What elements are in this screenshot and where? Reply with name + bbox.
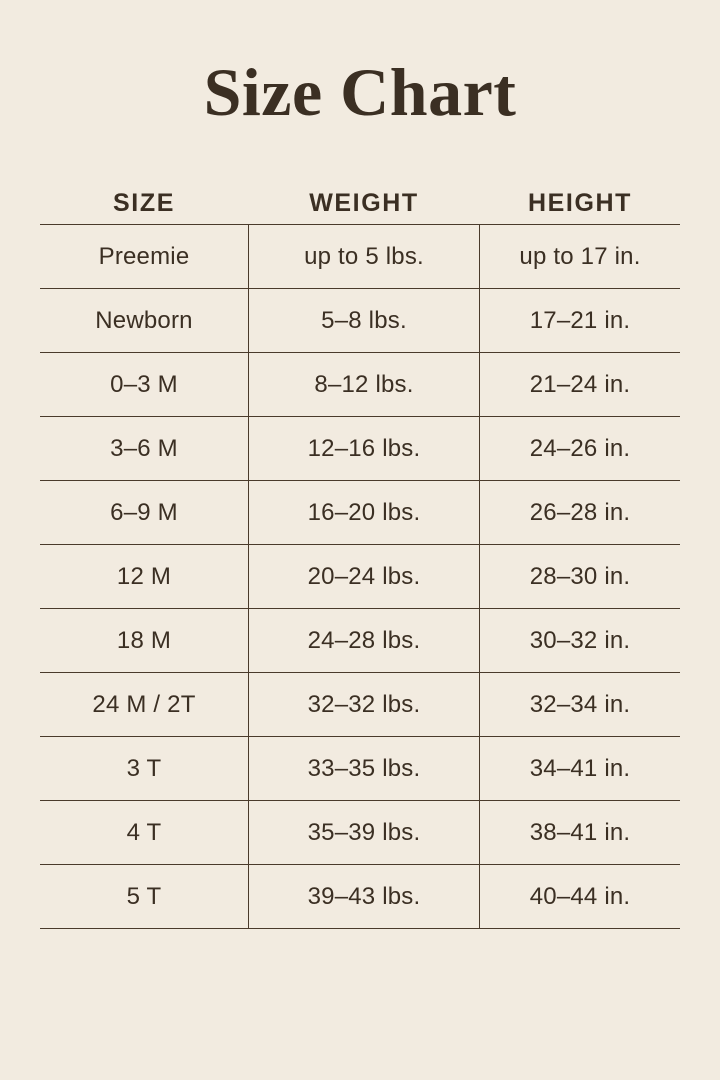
cell-size: 3–6 M bbox=[110, 434, 178, 462]
cell-size: Newborn bbox=[95, 306, 193, 334]
table-row bbox=[40, 736, 680, 800]
cell-size: 3 T bbox=[126, 754, 162, 782]
cell-size: 6–9 M bbox=[110, 498, 178, 526]
cell-weight: 24–28 lbs. bbox=[248, 609, 480, 672]
table-row bbox=[40, 672, 680, 736]
cell-size: 12 M bbox=[116, 562, 172, 590]
cell-weight: 12–16 lbs. bbox=[248, 417, 480, 480]
cell-weight: 35–39 lbs. bbox=[248, 801, 480, 864]
cell-height: 24–26 in. bbox=[529, 434, 631, 462]
cell-weight: 5–8 lbs. bbox=[248, 289, 480, 352]
table-header-row bbox=[40, 172, 680, 224]
cell-weight: 33–35 lbs. bbox=[248, 737, 480, 800]
table-row bbox=[40, 608, 680, 672]
cell-height: 26–28 in. bbox=[529, 498, 631, 526]
cell-height: 21–24 in. bbox=[529, 370, 631, 398]
cell-weight: 16–20 lbs. bbox=[248, 481, 480, 544]
cell-size: 18 M bbox=[116, 626, 172, 654]
table-row bbox=[40, 544, 680, 608]
table-row bbox=[40, 864, 680, 929]
cell-weight: 32–32 lbs. bbox=[248, 673, 480, 736]
table-row bbox=[40, 352, 680, 416]
table-row bbox=[40, 288, 680, 352]
cell-height: 38–41 in. bbox=[529, 818, 631, 846]
cell-weight: 39–43 lbs. bbox=[248, 865, 480, 928]
cell-height: up to 17 in. bbox=[519, 242, 641, 270]
table-row bbox=[40, 480, 680, 544]
cell-height: 32–34 in. bbox=[529, 690, 631, 718]
cell-size: Preemie bbox=[98, 242, 190, 270]
column-header-weight: WEIGHT bbox=[309, 189, 419, 217]
cell-size: 4 T bbox=[126, 818, 162, 846]
column-header-height: HEIGHT bbox=[527, 189, 633, 217]
cell-size: 5 T bbox=[126, 882, 162, 910]
column-header-size: SIZE bbox=[113, 189, 175, 217]
table-row bbox=[40, 800, 680, 864]
cell-height: 34–41 in. bbox=[529, 754, 631, 782]
size-chart-table bbox=[40, 172, 680, 929]
cell-height: 40–44 in. bbox=[529, 882, 631, 910]
cell-height: 17–21 in. bbox=[529, 306, 631, 334]
page-title: Size Chart bbox=[203, 54, 517, 130]
table-row bbox=[40, 416, 680, 480]
cell-weight: 8–12 lbs. bbox=[248, 353, 480, 416]
cell-height: 28–30 in. bbox=[529, 562, 631, 590]
cell-height: 30–32 in. bbox=[529, 626, 631, 654]
cell-weight: 20–24 lbs. bbox=[248, 545, 480, 608]
cell-size: 0–3 M bbox=[110, 370, 178, 398]
table-row bbox=[40, 224, 680, 288]
cell-size: 24 M / 2T bbox=[92, 690, 196, 718]
cell-weight: up to 5 lbs. bbox=[248, 225, 480, 288]
